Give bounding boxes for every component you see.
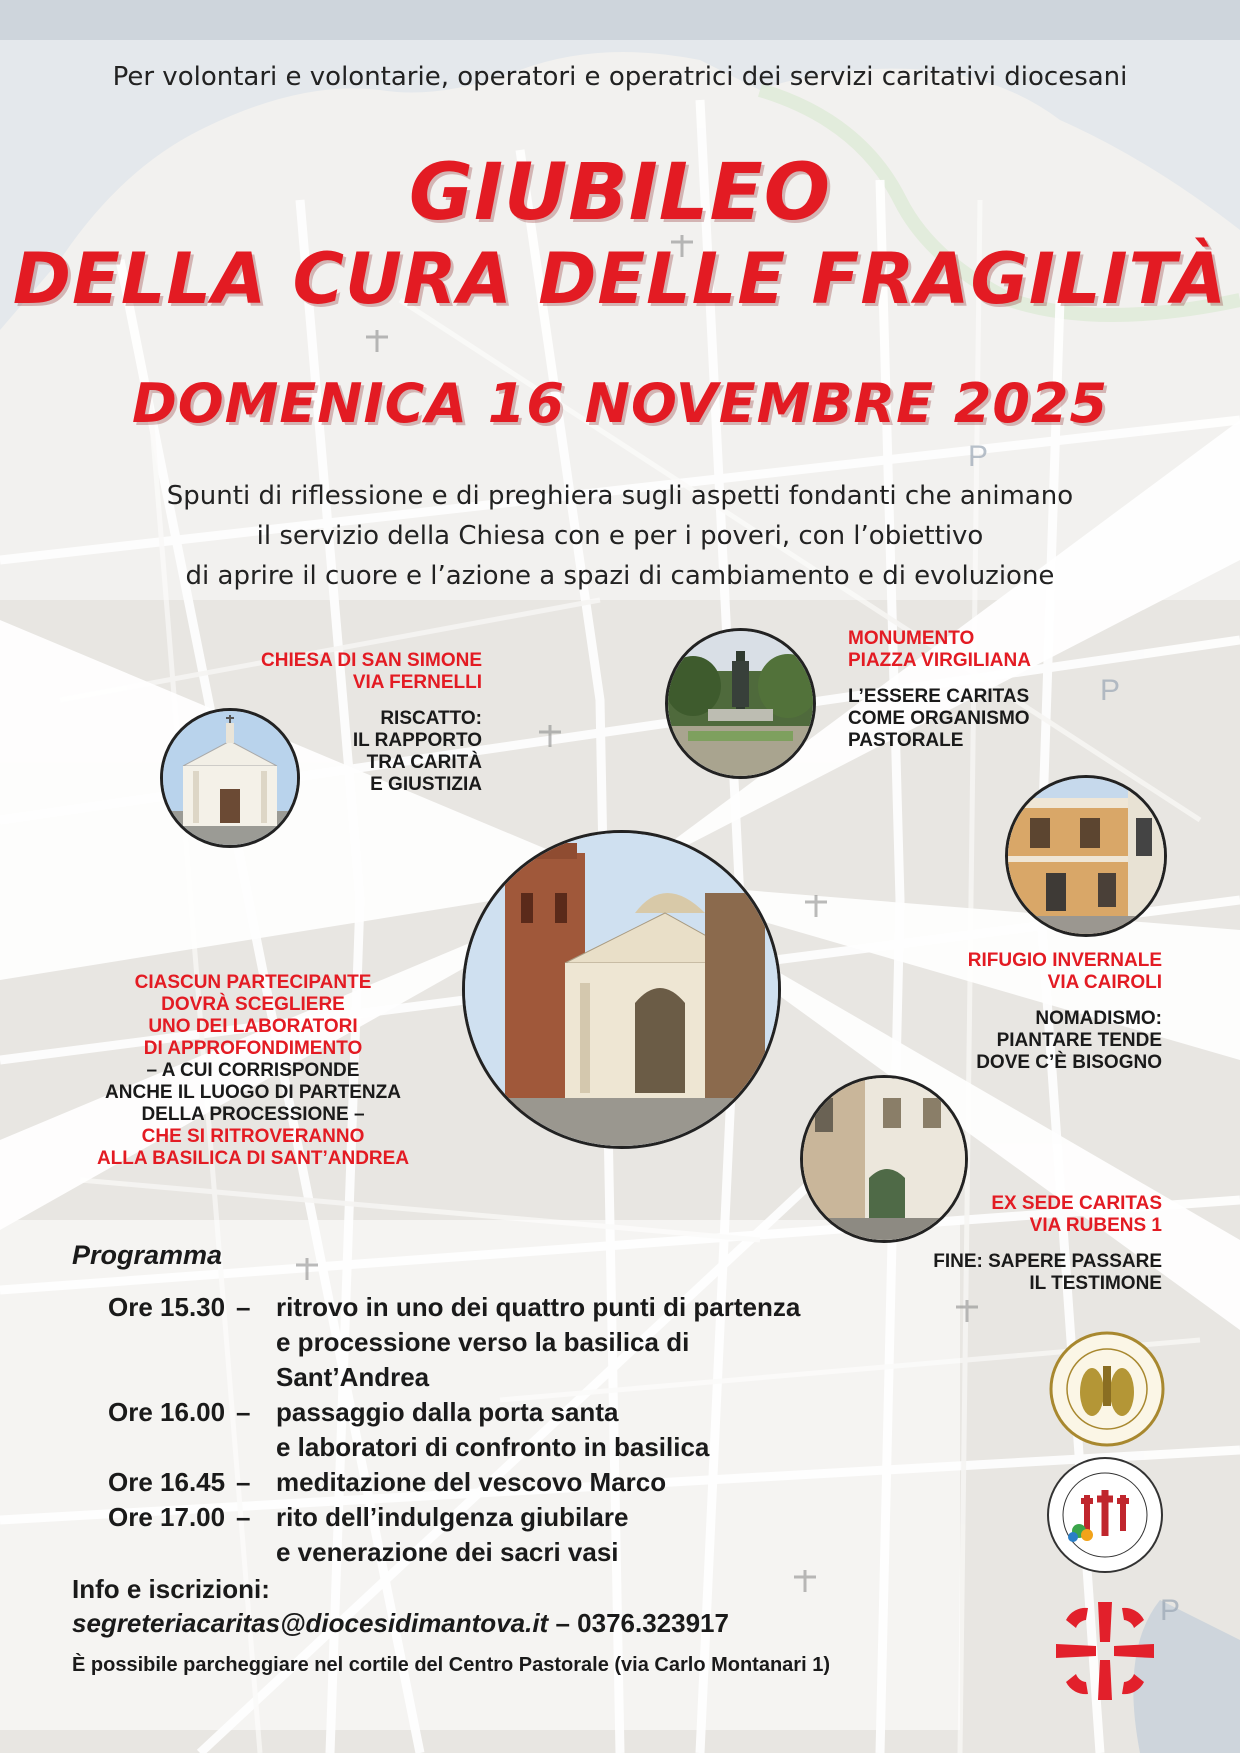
location-theme: E GIUSTIZIA: [370, 774, 482, 795]
contact-separator: –: [555, 1608, 570, 1638]
program-time: Ore 16.00: [108, 1397, 226, 1427]
program-dash: –: [236, 1397, 251, 1427]
program-dash: –: [236, 1292, 251, 1322]
location-via-rubens: [840, 1193, 1162, 1295]
title-line-2: DELLA CURA DELLE FRAGILITÀ: [12, 238, 1228, 320]
program-time: Ore 15.30: [108, 1292, 226, 1322]
title-line-1: GIUBILEO: [408, 148, 832, 238]
location-theme: PASTORALE: [848, 730, 964, 751]
location-theme: TRA CARITÀ: [366, 752, 482, 773]
program-item: [108, 1290, 836, 1395]
note-line: ANCHE IL LUOGO DI PARTENZA: [105, 1082, 401, 1103]
intro-line: il servizio della Chiesa con e per i poveri, con l’obiettivo: [256, 521, 984, 551]
svg-text:P: P: [968, 440, 989, 473]
program-desc: e laboratori di confronto in basilica: [276, 1432, 710, 1462]
audience-line: Per volontari e volontarie, operatori e operatrici dei servizi caritativi diocesani: [112, 62, 1128, 92]
note-line: DELLA PROCESSIONE –: [141, 1104, 365, 1125]
jubilee-blood-of-christ-logo: [1045, 1455, 1165, 1575]
program-time: Ore 16.45: [108, 1467, 226, 1497]
note-line: UNO DEI LABORATORI: [148, 1016, 358, 1037]
note-line: DOVRÀ SCEGLIERE: [161, 994, 345, 1015]
program-desc: e processione verso la basilica di Sant’Andrea: [276, 1327, 690, 1392]
location-theme: PIANTARE TENDE: [996, 1030, 1162, 1051]
note-line: CIASCUN PARTECIPANTE: [134, 972, 372, 993]
photo-basilica-sant-andrea: [462, 830, 781, 1149]
program-time: Ore 17.00: [108, 1502, 226, 1532]
location-place: CHIESA DI SAN SIMONE: [261, 650, 482, 671]
caritas-cross-logo: [1052, 1598, 1158, 1704]
note-line: ALLA BASILICA DI SANT’ANDREA: [96, 1148, 410, 1169]
diocese-seal-logo: [1048, 1330, 1166, 1448]
location-theme: FINE: SAPERE PASSARE: [933, 1251, 1162, 1272]
program-desc: meditazione del vescovo Marco: [276, 1467, 667, 1497]
note-line: CHE SI RITROVERANNO: [141, 1126, 365, 1147]
location-place: VIA FERNELLI: [352, 672, 482, 693]
program-desc: ritrovo in uno dei quattro punti di partenza: [276, 1292, 801, 1322]
location-via-cairoli: [860, 950, 1162, 1074]
program-item: [108, 1395, 836, 1465]
location-place: EX SEDE CARITAS: [991, 1193, 1162, 1214]
location-theme: RISCATTO:: [380, 708, 482, 729]
location-theme: IL TESTIMONE: [1029, 1273, 1162, 1294]
location-theme: COME ORGANISMO: [848, 708, 1030, 729]
location-piazza-virgiliana: [848, 628, 1108, 752]
intro-line: di aprire il cuore e l’azione a spazi di cambiamento e di evoluzione: [185, 561, 1055, 591]
location-place: RIFUGIO INVERNALE: [967, 950, 1162, 971]
contact-email[interactable]: segreteriacaritas@diocesidimantova.it: [72, 1608, 549, 1638]
location-place: VIA CAIROLI: [1047, 972, 1162, 993]
photo-san-simone-church: [160, 708, 300, 848]
photo-virgilio-monument: [665, 628, 816, 779]
parking-note: È possibile parcheggiare nel cortile del Centro Pastorale (via Carlo Montanari 1): [72, 1654, 830, 1676]
location-theme: NOMADISMO:: [1035, 1008, 1162, 1029]
note-line: DI APPROFONDIMENTO: [143, 1038, 363, 1059]
location-place: PIAZZA VIRGILIANA: [848, 650, 1031, 671]
event-date: DOMENICA 16 NOVEMBRE 2025: [131, 372, 1109, 435]
intro-paragraph: [0, 476, 1240, 596]
participant-note: [62, 972, 444, 1170]
svg-text:P: P: [1100, 674, 1121, 707]
location-place: MONUMENTO: [848, 628, 975, 649]
program-desc: e venerazione dei sacri vasi: [276, 1537, 619, 1567]
info-heading: Info e iscrizioni:: [72, 1574, 270, 1604]
location-theme: DOVE C’È BISOGNO: [976, 1052, 1162, 1073]
program-title: Programma: [72, 1240, 223, 1270]
location-place: VIA RUBENS 1: [1029, 1215, 1162, 1236]
contact-line: [72, 1608, 729, 1639]
program-dash: –: [236, 1502, 251, 1532]
program-item: [108, 1500, 836, 1570]
location-theme: L’ESSERE CARITAS: [848, 686, 1030, 707]
note-line: – A CUI CORRISPONDE: [146, 1060, 360, 1081]
location-theme: IL RAPPORTO: [352, 730, 482, 751]
program-desc: passaggio dalla porta santa: [276, 1397, 619, 1427]
program-desc: rito dell’indulgenza giubilare: [276, 1502, 629, 1532]
svg-text:P: P: [1160, 1594, 1181, 1627]
intro-line: Spunti di riflessione e di preghiera sugli aspetti fondanti che animano: [166, 481, 1074, 511]
photo-rifugio-invernale: [1005, 775, 1167, 937]
program-list: [108, 1290, 836, 1570]
contact-phone[interactable]: 0376.323917: [577, 1608, 729, 1638]
program-item: [108, 1465, 836, 1500]
program-dash: –: [236, 1467, 251, 1497]
